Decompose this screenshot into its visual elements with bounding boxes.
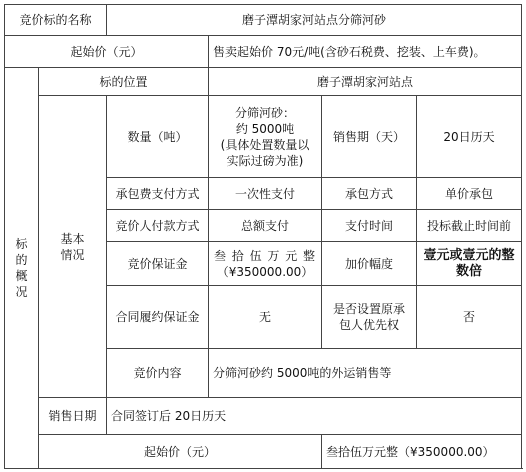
increment-label: 加价幅度 xyxy=(322,242,417,286)
sale-date-value: 合同签订后 20日历天 xyxy=(107,398,522,435)
basic-info-label xyxy=(39,96,107,398)
increment-value xyxy=(417,242,522,286)
position-label: 标的位置 xyxy=(39,68,209,96)
bid-info-table xyxy=(4,4,522,469)
priority-line: 包人优先权 xyxy=(339,318,400,332)
basic-label-line: 情况 xyxy=(60,247,85,262)
section-char: 的 xyxy=(15,253,28,267)
row-start-price xyxy=(5,36,522,68)
increment-line: 壹元或壹元的整 xyxy=(423,247,515,263)
final-price-label: 起始价（元） xyxy=(39,435,322,469)
payment-value: 总额支付 xyxy=(209,210,322,242)
bid-title-value: 磨子潭胡家河站点分筛河砂 xyxy=(107,5,522,36)
section-char: 标 xyxy=(15,237,28,251)
bid-document xyxy=(4,4,522,469)
content-label: 竞价内容 xyxy=(107,349,209,398)
sale-date-label: 销售日期 xyxy=(39,398,107,435)
performance-value: 无 xyxy=(209,286,322,349)
section-label-overview xyxy=(5,68,39,469)
basic-label-line: 基本 xyxy=(60,231,85,246)
quantity-line: 约 5000吨 xyxy=(235,121,295,136)
final-price-value: 叁拾伍万元整（¥350000.00） xyxy=(322,435,522,469)
priority-line: 是否设置原承 xyxy=(333,302,406,316)
priority-label xyxy=(322,286,417,349)
content-value: 分筛河砂约 5000吨的外运销售等 xyxy=(209,349,522,398)
quantity-value xyxy=(209,96,322,178)
increment-line: 数倍 xyxy=(456,263,483,279)
performance-label: 合同履约保证金 xyxy=(107,286,209,349)
contract-fee-label: 承包费支付方式 xyxy=(107,178,209,210)
contract-fee-value: 一次性支付 xyxy=(209,178,322,210)
deposit-label: 竞价保证金 xyxy=(107,242,209,286)
start-price-value: 售卖起始价 70元/吨(含砂石税费、挖装、上车费)。 xyxy=(209,36,522,68)
bid-title-label: 竞价标的名称 xyxy=(5,5,107,36)
deposit-value xyxy=(209,242,322,286)
payment-time-value: 投标截止时间前 xyxy=(417,210,522,242)
sale-period-value: 20日历天 xyxy=(417,96,522,178)
contract-mode-label: 承包方式 xyxy=(322,178,417,210)
start-price-label: 起始价（元） xyxy=(5,36,209,68)
priority-value: 否 xyxy=(417,286,522,349)
row-final-price xyxy=(5,435,522,469)
row-quantity xyxy=(5,96,522,178)
deposit-amount-words: 叁 拾 伍 万 元 整 xyxy=(213,248,317,263)
quantity-line: 实际过磅为准) xyxy=(226,153,304,168)
row-position xyxy=(5,68,522,96)
quantity-label: 数量（吨） xyxy=(107,96,209,178)
section-char: 概 xyxy=(15,269,28,283)
row-bid-title xyxy=(5,5,522,36)
contract-mode-value: 单价承包 xyxy=(417,178,522,210)
quantity-line: (具体处置数量以 xyxy=(220,137,310,152)
section-char: 况 xyxy=(15,285,28,299)
payment-time-label: 支付时间 xyxy=(322,210,417,242)
sale-period-label: 销售期（天） xyxy=(322,96,417,178)
payment-label: 竞价人付款方式 xyxy=(107,210,209,242)
deposit-amount-number: （¥350000.00） xyxy=(216,264,314,279)
row-sale-date xyxy=(5,398,522,435)
quantity-line: 分筛河砂： xyxy=(235,105,296,120)
position-value: 磨子潭胡家河站点 xyxy=(209,68,522,96)
